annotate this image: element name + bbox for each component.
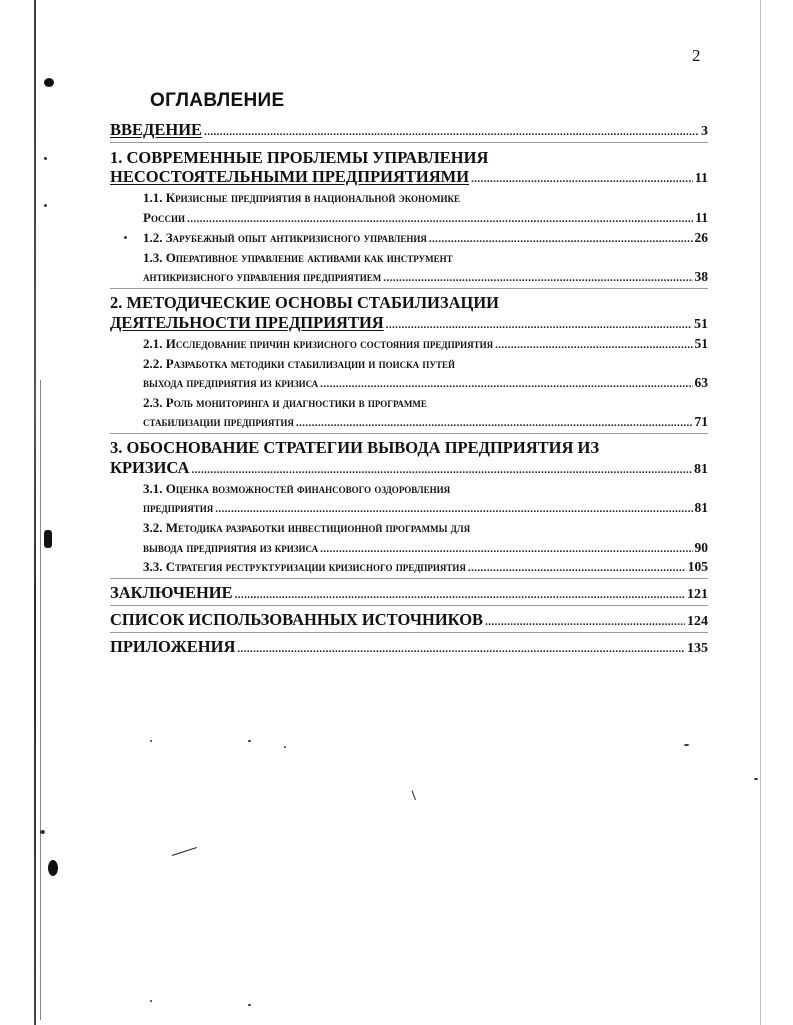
toc-entry-title: выхода предприятия из кризиса [143,375,319,390]
toc-leader-dots [471,170,693,189]
scan-speck [150,740,152,742]
toc-entry-title: России [143,210,186,225]
toc-entry-title: ВВЕДЕНИЕ [110,120,203,139]
scan-speck [44,157,47,160]
toc-section-3-1-line1[interactable] [143,479,708,498]
toc-chapter-2-line1[interactable] [110,293,708,312]
toc-entry-page: 124 [687,614,708,629]
toc-entry-title: ПРИЛОЖЕНИЯ [110,637,236,656]
toc-entry-conclusion[interactable] [110,583,708,605]
toc-entry-references[interactable] [110,610,708,632]
toc-section-2-3-line1[interactable] [143,393,708,412]
toc-entry-page: 3 [701,124,708,139]
toc-entry-title: 3.2. Методика разработки инвестиционной программы для [143,520,471,535]
toc-separator [110,142,708,143]
toc-leader-dots [237,640,685,659]
scan-blot [44,78,54,87]
toc-leader-dots [296,414,693,433]
toc-entry-page: 71 [694,414,708,429]
toc-entry-title: 1. СОВРЕМЕННЫЕ ПРОБЛЕМЫ УПРАВЛЕНИЯ [110,148,489,167]
toc-leader-dots [191,461,692,480]
toc-leader-dots [495,336,692,355]
scan-speck [150,1000,152,1002]
toc-leader-dots [468,559,686,578]
toc-entry-title: 2.2. Разработка методики стабилизации и поиска путей [143,356,455,371]
toc-chapter-1-line1[interactable] [110,148,708,167]
scan-speck [248,1004,251,1006]
toc-leader-dots [386,316,692,335]
toc-separator [110,632,708,633]
toc-title: ОГЛАВЛЕНИЕ [150,90,285,111]
toc-entry-title: 1.3. Оперативное управление активами как инструмент [143,250,453,265]
scan-edge-left [34,0,36,1025]
toc-section-3-2[interactable] [143,538,708,559]
toc-entry-page: 11 [695,210,708,225]
toc-entry-title: 3.3. Стратегия реструктуризации кризисного предприятия [143,559,466,574]
toc-entry-title: НЕСОСТОЯТЕЛЬНЫМИ ПРЕДПРИЯТИЯМИ [110,167,470,186]
toc-separator [110,288,708,289]
toc-entry-title: 2.1. Исследование причин кризисного состояния предприятия [143,336,494,351]
toc-entry-title: предприятия [143,500,214,515]
toc-section-3-1[interactable] [143,498,708,519]
scan-speck [284,746,286,748]
toc-entry-title: 3. ОБОСНОВАНИЕ СТРАТЕГИИ ВЫВОДА ПРЕДПРИЯТИЯ ИЗ [110,438,600,457]
toc-entry-intro[interactable] [110,120,708,142]
toc-section-1-3-line1[interactable] [143,248,708,267]
scan-speck [124,236,127,239]
toc-entry-appendices[interactable] [110,637,708,659]
scan-stroke [412,790,416,800]
scan-edge-left-inner [40,380,41,1020]
toc-section-1-2[interactable] [143,228,708,249]
toc-entry-page: 51 [694,336,708,351]
toc-separator [110,433,708,434]
toc-leader-dots [235,586,685,605]
toc-leader-dots [485,613,685,632]
toc-leader-dots [383,269,692,288]
toc-entry-page: 63 [694,375,708,390]
toc-entry-title: 1.2. Зарубежный опыт антикризисного управления [143,230,427,245]
toc-chapter-1[interactable] [110,167,708,189]
toc-entry-title: ДЕЯТЕЛЬНОСТИ ПРЕДПРИЯТИЯ [110,313,384,332]
toc-entry-page: 135 [687,641,708,656]
scan-edge-right [760,0,761,1025]
toc-section-3-2-line1[interactable] [143,518,708,537]
toc-section-1-1-line1[interactable] [143,188,708,207]
page-number: 2 [692,46,701,65]
toc-entry-page: 105 [687,559,708,574]
toc-entry-title: вывода предприятия из кризиса [143,540,319,555]
toc-entry-title: стабилизации предприятия [143,414,294,429]
scan-speck [40,830,45,834]
toc-entry-page: 81 [694,462,708,477]
toc-entry-page: 121 [687,587,708,602]
toc-entry-title: 1.1. Кризисные предприятия в национальной экономике [143,190,461,205]
toc-section-2-3[interactable] [143,412,708,433]
scan-blot [48,860,58,876]
toc-section-2-2[interactable] [143,373,708,394]
toc-leader-dots [429,230,693,249]
scan-speck [684,744,689,746]
toc-entry-title: 3.1. Оценка возможностей финансового оздоровления [143,481,451,496]
toc-section-1-1[interactable] [143,208,708,229]
toc-entry-page: 81 [694,500,708,515]
toc-entry-page: 90 [694,540,708,555]
scan-blot [44,530,52,548]
toc-entry-title: СПИСОК ИСПОЛЬЗОВАННЫХ ИСТОЧНИКОВ [110,610,484,629]
toc-separator [110,578,708,579]
toc-entry-page: 26 [694,230,708,245]
toc-entry-page: 51 [694,317,708,332]
toc-entry-page: 38 [694,269,708,284]
toc-chapter-3[interactable] [110,458,708,480]
scan-stroke [172,847,197,856]
toc-section-2-1[interactable] [143,334,708,355]
toc-leader-dots [187,210,693,229]
toc-entry-title: ЗАКЛЮЧЕНИЕ [110,583,233,602]
toc-section-2-2-line1[interactable] [143,354,708,373]
toc-section-3-3[interactable] [143,557,708,578]
toc-entry-title: антикризисного управления предприятием [143,269,382,284]
toc-chapter-3-line1[interactable] [110,438,708,457]
scan-speck [248,740,251,742]
toc-chapter-2[interactable] [110,313,708,335]
toc-leader-dots [215,500,692,519]
toc-separator [110,605,708,606]
toc-entry-title: 2.3. Роль мониторинга и диагностики в программе [143,395,427,410]
scan-speck [754,778,758,780]
toc-entry-page: 11 [694,171,708,186]
toc-leader-dots [204,123,699,142]
toc-section-1-3[interactable] [143,267,708,288]
toc-entry-title: КРИЗИСА [110,458,190,477]
toc-leader-dots [320,375,692,394]
toc-entry-title: 2. МЕТОДИЧЕСКИЕ ОСНОВЫ СТАБИЛИЗАЦИИ [110,293,499,312]
scan-speck [44,204,47,207]
